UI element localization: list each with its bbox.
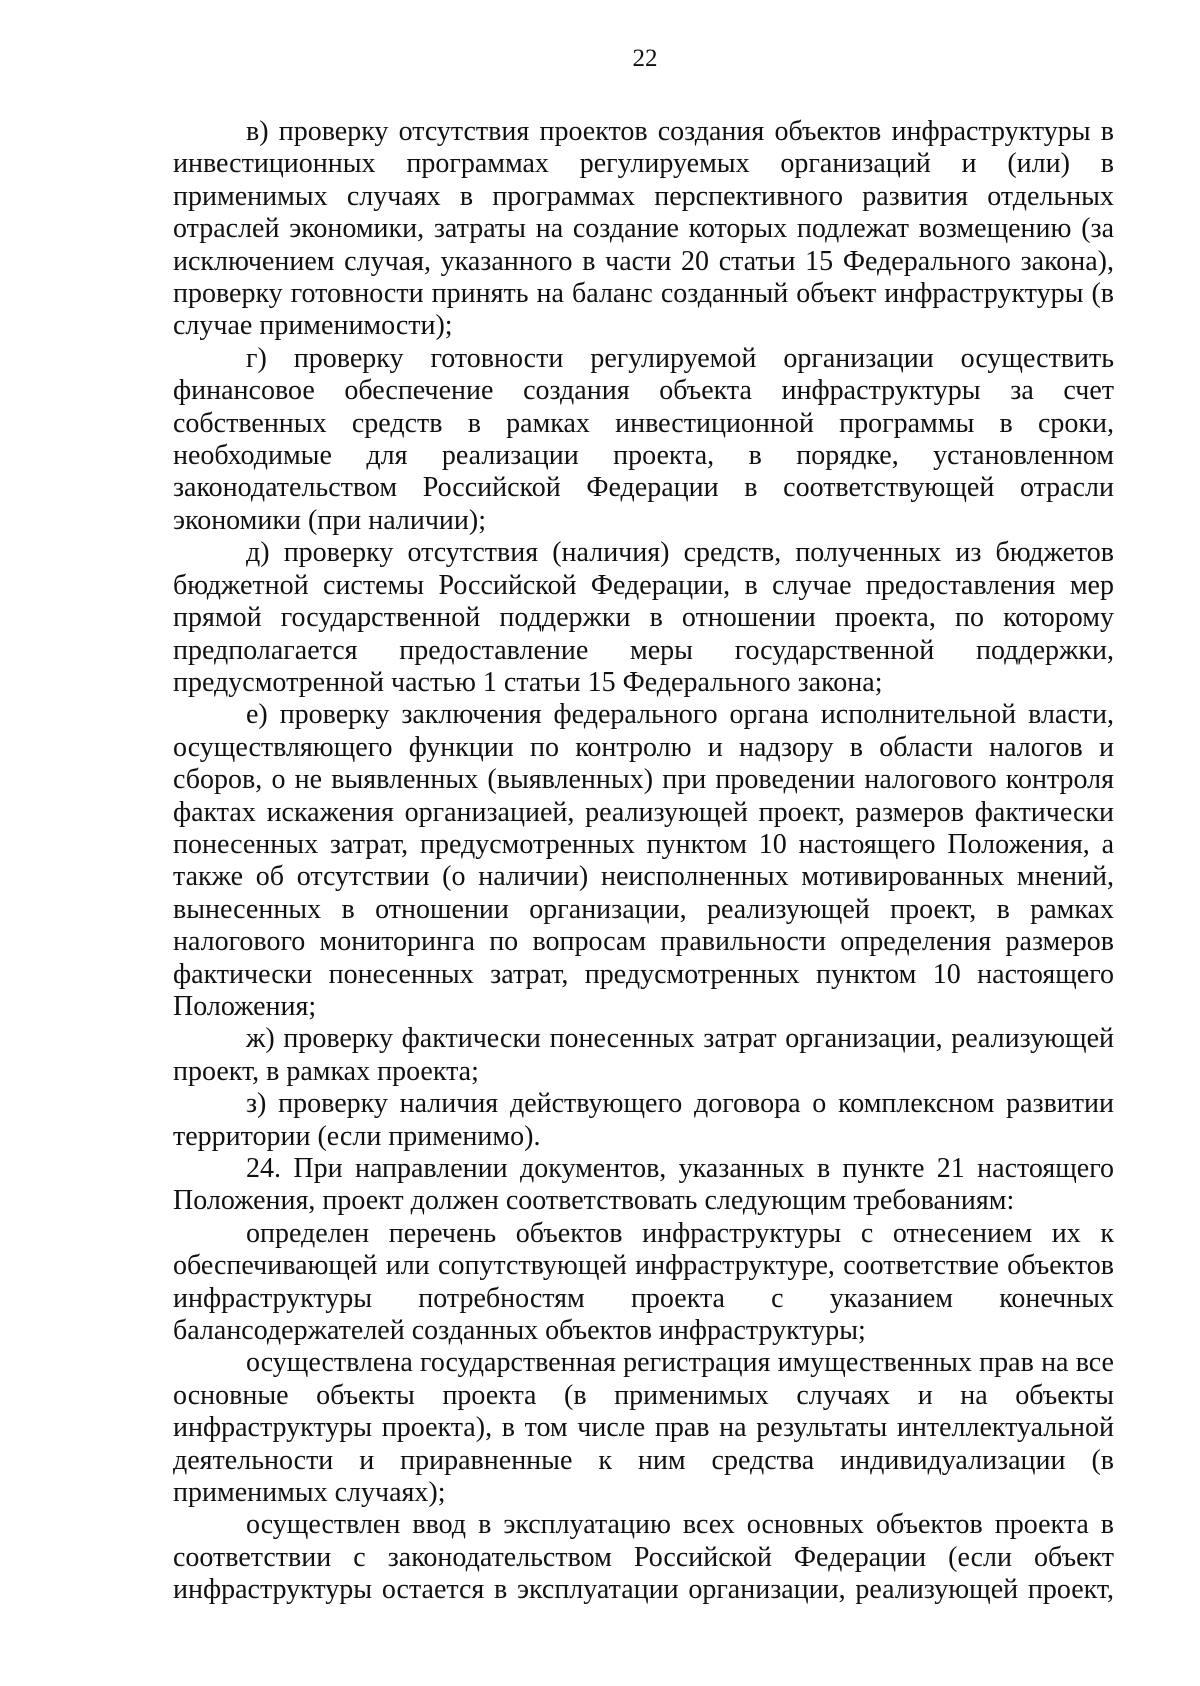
paragraph-g: г) проверку готовности регулируемой организации осуществить финансовое обеспечение создания объекта инфраструктуры за счет собственных средств в рамках инвестиционной программы в сроки, необходимые для реализации проекта, в порядке, установленном законодательством Российской Федерации в соответствующей отрасли экономики (при наличии); [173, 342, 1114, 536]
paragraph-zh: ж) проверку фактически понесенных затрат организации, реализующей проект, в рамках проекта; [173, 1023, 1114, 1087]
paragraph-requirement-3: осуществлен ввод в эксплуатацию всех основных объектов проекта в соответствии с законодательством Российской Федерации (если объект инфраструктуры остается в эксплуатации организации, реализующей проект, [173, 1509, 1114, 1606]
paragraph-requirement-2: осуществлена государственная регистрация имущественных прав на все основные объекты проекта (в применимых случаях и на объекты инфраструктуры проекта), в том числе прав на результаты интеллектуальной деятельности и приравненные к ним средства индивидуализации (в применимых случаях); [173, 1347, 1114, 1509]
page-number: 22 [632, 45, 658, 72]
paragraph-d: д) проверку отсутствия (наличия) средств, полученных из бюджетов бюджетной системы Российской Федерации, в случае предоставления мер прямой государственной поддержки в отношении проекта, по которому предполагается предоставление меры государственной поддержки, предусмотренной частью 1 статьи 15 Федерального закона; [173, 537, 1114, 698]
paragraph-z: з) проверку наличия действующего договора о комплексном развитии территории (если применимо). [173, 1088, 1114, 1152]
paragraph-e: е) проверку заключения федерального органа исполнительной власти, осуществляющего функции по контролю и надзору в области налогов и сборов, о не выявленных (выявленных) при проведении налогового контроля фактах искажения организацией, реализующей проект, размеров фактически понесенных затрат, предусмотренных пунктом 10 настоящего Положения, а также об отсутствии (о наличии) неисполненных мотивированных мнений, вынесенных в отношении организации, реализующей проект, в рамках налогового мониторинга по вопросам правильности определения размеров фактически понесенных затрат, предусмотренных пунктом 10 настоящего Положения; [173, 699, 1114, 1022]
paragraph-requirement-1: определен перечень объектов инфраструктуры с отнесением их к обеспечивающей или сопутствующей инфраструктуре, соответствие объектов инфраструктуры потребностям проекта с указанием конечных балансодержателей созданных объектов инфраструктуры; [173, 1217, 1114, 1347]
document-body [173, 116, 1114, 1607]
paragraph-v: в) проверку отсутствия проектов создания объектов инфраструктуры в инвестиционных программах регулируемых организаций и (или) в применимых случаях в программах перспективного развития отдельных отраслей экономики, затраты на создание которых подлежат возмещению (за исключением случая, указанного в части 20 статьи 15 Федерального закона), проверку готовности принять на баланс созданный объект инфраструктуры (в случае применимости); [173, 116, 1114, 342]
paragraph-24: 24. При направлении документов, указанных в пункте 21 настоящего Положения, проект должен соответствовать следующим требованиям: [173, 1153, 1114, 1217]
